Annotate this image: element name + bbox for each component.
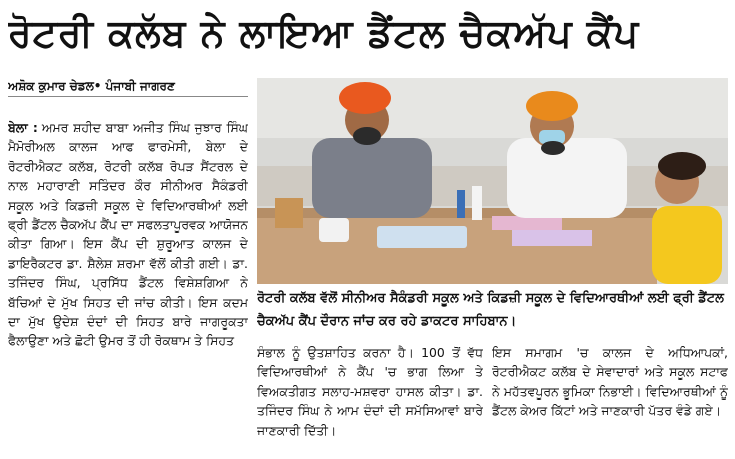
headline: ਰੋਟਰੀ ਕਲੱਬ ਨੇ ਲਾਇਆ ਡੈਂਟਲ ਚੈਕਅੱਪ ਕੈਂਪ <box>8 11 640 55</box>
photo-illustration <box>257 78 728 284</box>
byline: ਅਸ਼ੋਕ ਕੁਮਾਰ ਚੇਡਲ• ਪੰਜਾਬੀ ਜਾਗਰਣ <box>8 76 248 97</box>
article-text-col1: ਅਮਰ ਸ਼ਹੀਦ ਬਾਬਾ ਅਜੀਤ ਸਿੰਘ ਜੁਝਾਰ ਸਿੰਘ ਮੈਮੋਰੀਅਲ ਕਾਲਜ ਆਫ ਫਾਰਮੇਸੀ, ਬੇਲਾ ਦੇ ਰੋਟਰੀਐਕਟ ਕਲੱਬ, ਰੋਟਰੀ ਕਲੱਬ ਰੋਪੜ ਸੈਂਟਰਲ ਦੇ ਨਾਲ ਮਹਾਰਾਣੀ ਸਤਿੰਦਰ ਕੌਰ ਸੀਨੀਅਰ ਸੈਕੰਡਰੀ ਸਕੂਲ ਅਤੇ ਕਿਡਜ਼ੀ ਸਕੂਲ ਦੇ ਵਿਦਿਆਰਥੀਆਂ ਲਈ ਫ੍ਰੀ ਡੈਂਟਲ ਚੈਕਅੱਪ ਕੈਂਪ ਦਾ ਸਫਲਤਾਪੂਰਵਕ ਆਯੋਜਨ ਕੀਤਾ ਗਿਆ। ਇਸ ਕੈਂਪ ਦੀ ਸ਼ੁਰੂਆਤ ਕਾਲਜ ਦੇ ਡਾਇਰੈਕਟਰ ਡਾ. ਸ਼ੈਲੇਸ਼ ਸ਼ਰਮਾ ਵੱਲੋਂ ਕੀਤੀ ਗਈ। ਡਾ. ਤਜਿੰਦਰ ਸਿੰਘ, ਪ੍ਰਸਿੱਧ ਡੈਂਟਲ ਵਿਸ਼ੇਸ਼ਗਿਆ ਨੇ ਬੱਚਿਆਂ ਦੇ ਮੁੱਖ ਸਿਹਤ ਦੀ ਜਾਂਚ ਕੀਤੀ। ਇਸ ਕਦਮ ਦਾ ਮੁੱਖ ਉਦੇਸ਼ ਦੰਦਾਂ ਦੀ ਸਿਹਤ ਬਾਰੇ ਜਾਗਰੂਕਤਾ ਫੈਲਾਉਣਾ ਅਤੇ ਛੋਟੀ ਉਮਰ ਤੋਂ ਹੀ ਰੋਕਥਾਮ ਤੇ ਸਿਹਤ <box>8 120 248 349</box>
article-column-middle: ਸੰਭਾਲ ਨੂੰ ਉਤਸ਼ਾਹਿਤ ਕਰਨਾ ਹੈ। 100 ਤੋਂ ਵੱਧ ਵਿਦਿਆਰਥੀਆਂ ਨੇ ਕੈਂਪ 'ਚ ਭਾਗ ਲਿਆ ਤੇ ਵਿਅਕਤੀਗਤ ਸਲਾਹ-ਮਸ਼ਵਰਾ ਹਾਸਲ ਕੀਤਾ। ਡਾ. ਤਜਿੰਦਰ ਸਿੰਘ ਨੇ ਆਮ ਦੰਦਾਂ ਦੀ ਸਮੱਸਿਆਵਾਂ ਬਾਰੇ ਜਾਣਕਾਰੀ ਦਿੱਤੀ। <box>257 345 483 438</box>
news-photo <box>257 78 728 284</box>
photo-caption: ਰੋਟਰੀ ਕਲੱਬ ਵੱਲੋਂ ਸੀਨੀਅਰ ਸੈਕੰਡਰੀ ਸਕੂਲ ਅਤੇ ਕਿਡਜ਼ੀ ਸਕੂਲ ਦੇ ਵਿਦਿਆਰਥੀਆਂ ਲਈ ਫ੍ਰੀ ਡੈਂਟਲ ਚੈਕਅੱਪ ਕੈਂਪ ਦੌਰਾਨ ਜਾਂਚ ਕਰ ਰਹੇ ਡਾਕਟਰ ਸਾਹਿਬਾਨ। <box>257 291 724 329</box>
article-column-right: ਇਸ ਸਮਾਗਮ 'ਚ ਕਾਲਜ ਦੇ ਅਧਿਆਪਕਾਂ, ਰੋਟਰੀਐਕਟ ਕਲੱਬ ਦੇ ਸੇਵਾਦਾਰਾਂ ਅਤੇ ਸਕੂਲ ਸਟਾਫ ਨੇ ਮਹੱਤਵਪੂਰਨ ਭੂਮਿਕਾ ਨਿਭਾਈ। ਵਿਦਿਆਰਥੀਆਂ ਨੂੰ ਡੈਂਟਲ ਕੇਅਰ ਕਿੱਟਾਂ ਅਤੇ ਜਾਣਕਾਰੀ ਪੱਤਰ ਵੰਡੇ ਗਏ। <box>492 345 728 419</box>
article-column-left <box>8 118 248 458</box>
dateline: ਬੇਲਾ : <box>8 120 38 135</box>
